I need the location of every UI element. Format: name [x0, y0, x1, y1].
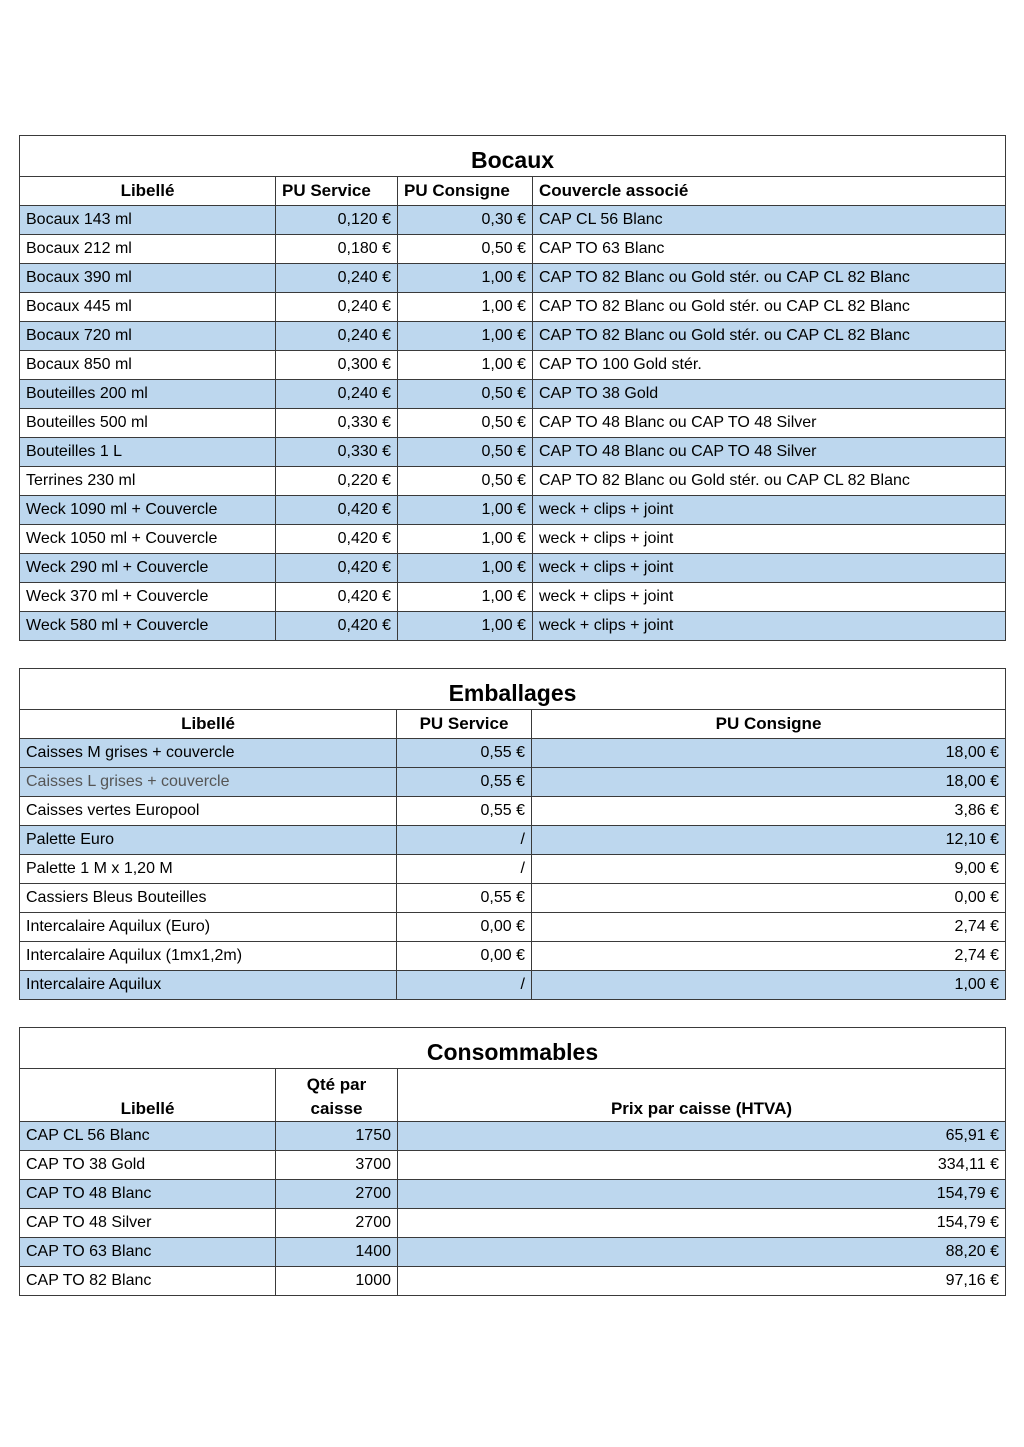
table-cell: Bocaux 850 ml [20, 351, 276, 380]
table-row [20, 1209, 1006, 1238]
emballages-header-row [20, 710, 1006, 739]
table-row [20, 1122, 1006, 1151]
table-cell: 0,240 € [276, 293, 398, 322]
table-cell: 154,79 € [398, 1180, 1006, 1209]
table-cell: Bocaux 212 ml [20, 235, 276, 264]
table-row [20, 206, 1006, 235]
table-cell: Palette 1 M x 1,20 M [20, 855, 397, 884]
table-row [20, 855, 1006, 884]
table-cell: Bocaux 390 ml [20, 264, 276, 293]
table-cell: weck + clips + joint [533, 583, 1006, 612]
consommables-table [19, 1027, 1006, 1296]
table-cell: 0,50 € [398, 235, 533, 264]
table-cell: weck + clips + joint [533, 612, 1006, 641]
table-row [20, 1151, 1006, 1180]
table-cell: CAP TO 48 Silver [20, 1209, 276, 1238]
col-header-qte-par-caisse [276, 1069, 398, 1122]
table-cell: 12,10 € [532, 826, 1006, 855]
table-cell: 154,79 € [398, 1209, 1006, 1238]
table-cell: 0,330 € [276, 409, 398, 438]
table-row [20, 525, 1006, 554]
table-cell: Bouteilles 200 ml [20, 380, 276, 409]
table-row [20, 293, 1006, 322]
table-row [20, 438, 1006, 467]
table-cell: 1750 [276, 1122, 398, 1151]
col-header-pu-consigne: PU Consigne [398, 177, 533, 206]
table-row [20, 1267, 1006, 1296]
table-cell: 1,00 € [398, 554, 533, 583]
table-row [20, 264, 1006, 293]
table-cell: 0,240 € [276, 380, 398, 409]
table-cell: CAP TO 82 Blanc ou Gold stér. ou CAP CL 82 Blanc [533, 467, 1006, 496]
table-cell: CAP TO 48 Blanc ou CAP TO 48 Silver [533, 438, 1006, 467]
consommables-header-row [20, 1069, 1006, 1122]
col-header-prix-par-caisse: Prix par caisse (HTVA) [398, 1069, 1006, 1122]
table-cell: 1,00 € [532, 971, 1006, 1000]
table-cell: 0,420 € [276, 612, 398, 641]
table-cell: Terrines 230 ml [20, 467, 276, 496]
table-row [20, 942, 1006, 971]
table-cell: 0,420 € [276, 554, 398, 583]
table-cell: CAP TO 38 Gold [533, 380, 1006, 409]
table-cell: CAP TO 82 Blanc ou Gold stér. ou CAP CL 82 Blanc [533, 264, 1006, 293]
table-cell: 88,20 € [398, 1238, 1006, 1267]
table-cell: 1000 [276, 1267, 398, 1296]
table-row [20, 583, 1006, 612]
table-cell: CAP TO 82 Blanc ou Gold stér. ou CAP CL 82 Blanc [533, 293, 1006, 322]
table-cell: 97,16 € [398, 1267, 1006, 1296]
table-cell: 0,50 € [398, 380, 533, 409]
table-cell: Weck 370 ml + Couvercle [20, 583, 276, 612]
table-cell: Bouteilles 1 L [20, 438, 276, 467]
table-row [20, 768, 1006, 797]
bocaux-body [20, 206, 1006, 641]
table-cell: CAP TO 48 Blanc ou CAP TO 48 Silver [533, 409, 1006, 438]
table-row [20, 1180, 1006, 1209]
table-row [20, 554, 1006, 583]
table-row [20, 971, 1006, 1000]
table-cell: 0,55 € [397, 739, 532, 768]
table-cell: Bouteilles 500 ml [20, 409, 276, 438]
table-row [20, 380, 1006, 409]
table-cell: Palette Euro [20, 826, 397, 855]
table-cell: 2,74 € [532, 913, 1006, 942]
table-cell: 1,00 € [398, 612, 533, 641]
table-cell: Intercalaire Aquilux (Euro) [20, 913, 397, 942]
table-cell: 0,50 € [398, 467, 533, 496]
table-row [20, 739, 1006, 768]
col-header-libelle: Libellé [20, 710, 397, 739]
table-cell: 1,00 € [398, 496, 533, 525]
table-cell: Caisses L grises + couvercle [20, 768, 397, 797]
table-cell: Weck 580 ml + Couvercle [20, 612, 276, 641]
table-cell: CAP TO 63 Blanc [533, 235, 1006, 264]
table-cell: 0,30 € [398, 206, 533, 235]
table-cell: CAP TO 48 Blanc [20, 1180, 276, 1209]
consommables-title: Consommables [20, 1028, 1006, 1069]
table-row [20, 913, 1006, 942]
table-cell: 2700 [276, 1209, 398, 1238]
table-cell: 0,420 € [276, 525, 398, 554]
bocaux-table [19, 135, 1006, 641]
table-cell: Weck 1090 ml + Couvercle [20, 496, 276, 525]
table-row [20, 496, 1006, 525]
table-cell: 334,11 € [398, 1151, 1006, 1180]
table-cell: CAP TO 82 Blanc [20, 1267, 276, 1296]
table-cell: 0,300 € [276, 351, 398, 380]
table-cell: 0,00 € [397, 913, 532, 942]
table-cell: weck + clips + joint [533, 554, 1006, 583]
table-cell: 0,00 € [532, 884, 1006, 913]
table-cell: Weck 290 ml + Couvercle [20, 554, 276, 583]
qte-header-line1: Qté par [306, 1075, 367, 1094]
table-row [20, 612, 1006, 641]
table-cell: / [397, 855, 532, 884]
table-cell: CAP CL 56 Blanc [20, 1122, 276, 1151]
col-header-libelle: Libellé [20, 1069, 276, 1122]
table-cell: Weck 1050 ml + Couvercle [20, 525, 276, 554]
table-cell: 0,240 € [276, 322, 398, 351]
table-row [20, 884, 1006, 913]
table-cell: weck + clips + joint [533, 496, 1006, 525]
col-header-pu-consigne: PU Consigne [532, 710, 1006, 739]
table-cell: 2,74 € [532, 942, 1006, 971]
table-row [20, 351, 1006, 380]
table-cell: Intercalaire Aquilux (1mx1,2m) [20, 942, 397, 971]
col-header-pu-service: PU Service [397, 710, 532, 739]
table-cell: Caisses M grises + couvercle [20, 739, 397, 768]
table-cell: 1,00 € [398, 583, 533, 612]
table-cell: 18,00 € [532, 768, 1006, 797]
table-cell: 0,220 € [276, 467, 398, 496]
table-cell: Intercalaire Aquilux [20, 971, 397, 1000]
col-header-pu-service: PU Service [276, 177, 398, 206]
table-row [20, 797, 1006, 826]
table-cell: 18,00 € [532, 739, 1006, 768]
table-cell: 3,86 € [532, 797, 1006, 826]
table-cell: 1,00 € [398, 525, 533, 554]
table-cell: 65,91 € [398, 1122, 1006, 1151]
qte-header-line2: caisse [310, 1099, 363, 1118]
emballages-table [19, 668, 1006, 1000]
table-cell: Caisses vertes Europool [20, 797, 397, 826]
table-cell: 0,55 € [397, 797, 532, 826]
table-cell: CAP TO 100 Gold stér. [533, 351, 1006, 380]
consommables-body [20, 1122, 1006, 1296]
table-cell: 0,55 € [397, 884, 532, 913]
table-cell: 1,00 € [398, 264, 533, 293]
table-cell: CAP TO 38 Gold [20, 1151, 276, 1180]
table-cell: Cassiers Bleus Bouteilles [20, 884, 397, 913]
bocaux-title: Bocaux [20, 136, 1006, 177]
table-row [20, 1238, 1006, 1267]
table-cell: 0,50 € [398, 409, 533, 438]
table-row [20, 322, 1006, 351]
table-cell: 0,420 € [276, 496, 398, 525]
table-row [20, 235, 1006, 264]
table-cell: 0,120 € [276, 206, 398, 235]
col-header-libelle: Libellé [20, 177, 276, 206]
table-cell: 3700 [276, 1151, 398, 1180]
table-cell: CAP CL 56 Blanc [533, 206, 1006, 235]
table-cell: CAP TO 82 Blanc ou Gold stér. ou CAP CL 82 Blanc [533, 322, 1006, 351]
col-header-couvercle: Couvercle associé [533, 177, 1006, 206]
bocaux-header-row [20, 177, 1006, 206]
table-cell: 1,00 € [398, 322, 533, 351]
table-cell: Bocaux 143 ml [20, 206, 276, 235]
table-cell: 0,240 € [276, 264, 398, 293]
table-row [20, 467, 1006, 496]
table-cell: 1,00 € [398, 293, 533, 322]
table-cell: / [397, 826, 532, 855]
table-cell: weck + clips + joint [533, 525, 1006, 554]
table-cell: 0,330 € [276, 438, 398, 467]
table-cell: 2700 [276, 1180, 398, 1209]
emballages-title: Emballages [20, 669, 1006, 710]
table-cell: / [397, 971, 532, 1000]
table-cell: 0,50 € [398, 438, 533, 467]
table-cell: 9,00 € [532, 855, 1006, 884]
table-cell: 0,180 € [276, 235, 398, 264]
table-row [20, 826, 1006, 855]
emballages-body [20, 739, 1006, 1000]
table-cell: 1,00 € [398, 351, 533, 380]
table-cell: 0,420 € [276, 583, 398, 612]
table-row [20, 409, 1006, 438]
table-cell: 0,55 € [397, 768, 532, 797]
table-cell: Bocaux 720 ml [20, 322, 276, 351]
table-cell: 0,00 € [397, 942, 532, 971]
table-cell: CAP TO 63 Blanc [20, 1238, 276, 1267]
table-cell: Bocaux 445 ml [20, 293, 276, 322]
table-cell: 1400 [276, 1238, 398, 1267]
